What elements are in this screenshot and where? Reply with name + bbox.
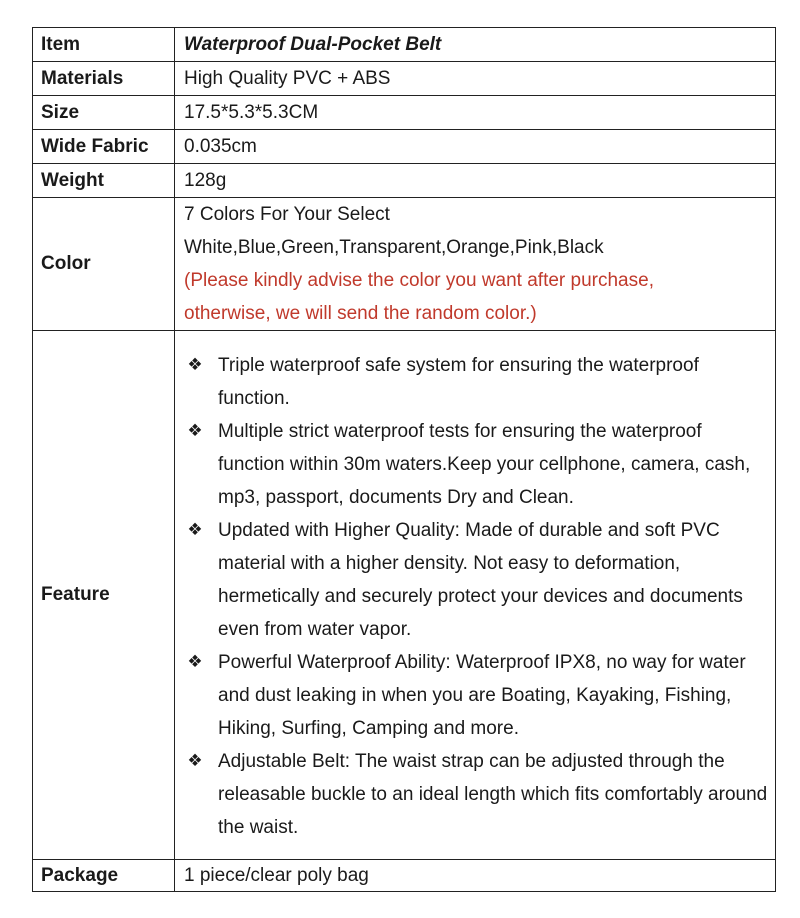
feature-text: Triple waterproof safe system for ensuring the waterproof function. (218, 354, 699, 409)
table-row-materials (33, 62, 776, 96)
feature-label: Feature (33, 331, 175, 860)
color-note-line-1: (Please kindly advise the color you want after purchase, (184, 270, 654, 291)
table-row-weight (33, 164, 776, 198)
table-row-wide-fabric (33, 130, 776, 164)
product-spec-table (32, 27, 776, 892)
feature-text: Multiple strict waterproof tests for ensuring the waterproof function within 30m waters.Keep your cellphone, camera, cash, mp3, passport, documents Dry and Clean. (218, 420, 751, 508)
table-row-color (33, 198, 776, 331)
feature-item (184, 415, 769, 514)
feature-text: Updated with Higher Quality: Made of durable and soft PVC material with a higher density. Not easy to deformation, hermetically and securely protect your devices and documents even from water vapor. (218, 519, 743, 640)
item-label: Item (33, 28, 175, 62)
table-row-item (33, 28, 776, 62)
feature-value (175, 331, 776, 860)
weight-label: Weight (33, 164, 175, 198)
table-row-feature (33, 331, 776, 860)
diamond-bullet-icon: ❖ (187, 651, 203, 672)
color-note-line-2: otherwise, we will send the random color.) (184, 303, 537, 324)
feature-item (184, 349, 769, 415)
diamond-bullet-icon: ❖ (187, 420, 203, 441)
weight-value: 128g (175, 164, 776, 198)
size-value: 17.5*5.3*5.3CM (175, 96, 776, 130)
feature-item (184, 514, 769, 646)
feature-list (184, 347, 769, 844)
wide-fabric-value: 0.035cm (175, 130, 776, 164)
color-label: Color (33, 198, 175, 331)
package-value: 1 piece/clear poly bag (175, 860, 776, 892)
feature-text: Powerful Waterproof Ability: Waterproof IPX8, no way for water and dust leaking in when you are Boating, Kayaking, Fishing, Hiking, Surfing, Camping and more. (218, 651, 746, 739)
feature-item (184, 745, 769, 844)
table-row-size (33, 96, 776, 130)
color-value (175, 198, 776, 331)
color-count-text: 7 Colors For Your Select (184, 204, 390, 225)
wide-fabric-label: Wide Fabric (33, 130, 175, 164)
feature-text: Adjustable Belt: The waist strap can be adjusted through the releasable buckle to an ideal length which fits comfortably around the waist. (218, 750, 768, 838)
size-label: Size (33, 96, 175, 130)
item-value: Waterproof Dual-Pocket Belt (175, 28, 776, 62)
diamond-bullet-icon: ❖ (187, 519, 203, 540)
table-row-package (33, 860, 776, 892)
color-options-text: White,Blue,Green,Transparent,Orange,Pink,Black (184, 237, 604, 258)
diamond-bullet-icon: ❖ (187, 750, 203, 771)
diamond-bullet-icon: ❖ (187, 354, 203, 375)
materials-label: Materials (33, 62, 175, 96)
materials-value: High Quality PVC + ABS (175, 62, 776, 96)
package-label: Package (33, 860, 175, 892)
feature-item (184, 646, 769, 745)
